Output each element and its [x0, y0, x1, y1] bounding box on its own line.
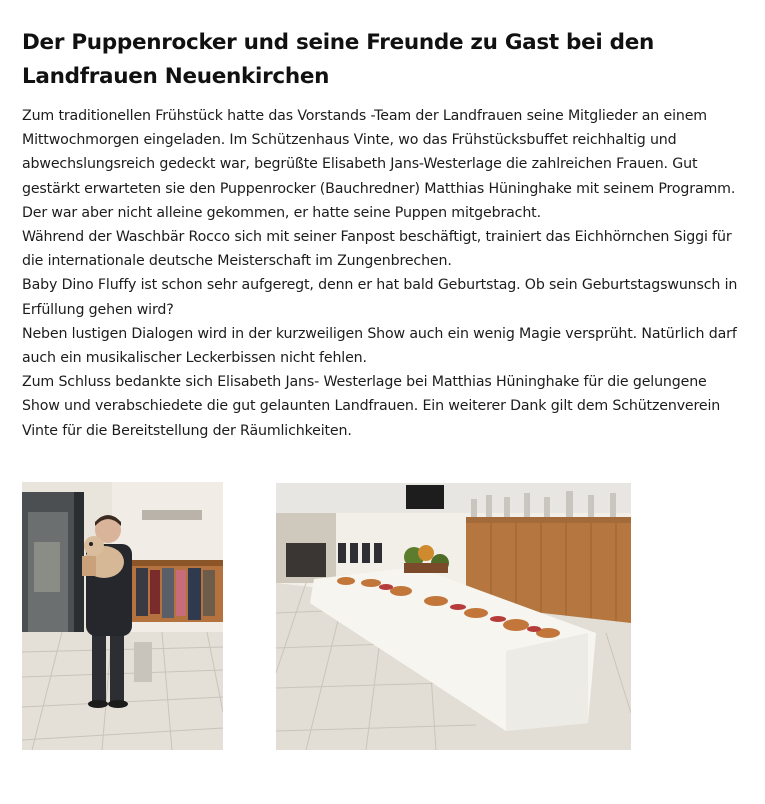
ventriloquist-photo-drawing: [22, 482, 223, 750]
paragraph-fluffy: Baby Dino Fluffy ist schon sehr aufgeregt, denn er hat bald Geburtstag. Ob sein Geburtstagswunsch in Erfüllung gehen wird?: [22, 277, 738, 318]
buffet-photo-drawing: [276, 483, 631, 750]
buffet-photo: [276, 483, 631, 750]
paragraph-show: Neben lustigen Dialogen wird in der kurzweiligen Show auch ein wenig Magie versprüht. Natürlich darf auch ein musikalischer Leckerbissen nicht fehlen.: [22, 325, 737, 367]
article-body: [22, 104, 742, 443]
paragraph-rocco-siggi: Während der Waschbär Rocco sich mit seiner Fanpost beschäftigt, trainiert das Eichhörnchen Siggi für die internationale deutsche Meisterschaft im Zungenbrechen.: [22, 229, 732, 270]
paragraph-intro: Zum traditionellen Frühstück hatte das Vorstands -Team der Landfrauen seine Mitglieder an einem Mittwochmorgen eingeladen. Im Schützenhaus Vinte, wo das Frühstücksbuffet reichhaltig und abwechslungsreich gedeckt war, begrüßte Elisabeth Jans-Westerlage die zahlreichen Frauen. Gut gestärkt erwarteten sie den Puppenrocker (Bauchredner) Matthias Hüninghake mit seinem Programm. Der war aber nicht alleine gekommen, er hatte seine Puppen mitgebracht.: [22, 108, 736, 221]
article: [22, 26, 742, 443]
ventriloquist-photo: [22, 482, 223, 750]
paragraph-thanks: Zum Schluss bedankte sich Elisabeth Jans- Westerlage bei Matthias Hüninghake für die gelungene Show und verabschiedete die gut gelaunten Landfrauen. Ein weiterer Dank gilt dem Schützenverein Vinte für die Bereitstellung der Räumlichkeiten.: [22, 374, 721, 439]
article-title: Der Puppenrocker und seine Freunde zu Gast bei den Landfrauen Neuenkirchen: [22, 30, 655, 89]
